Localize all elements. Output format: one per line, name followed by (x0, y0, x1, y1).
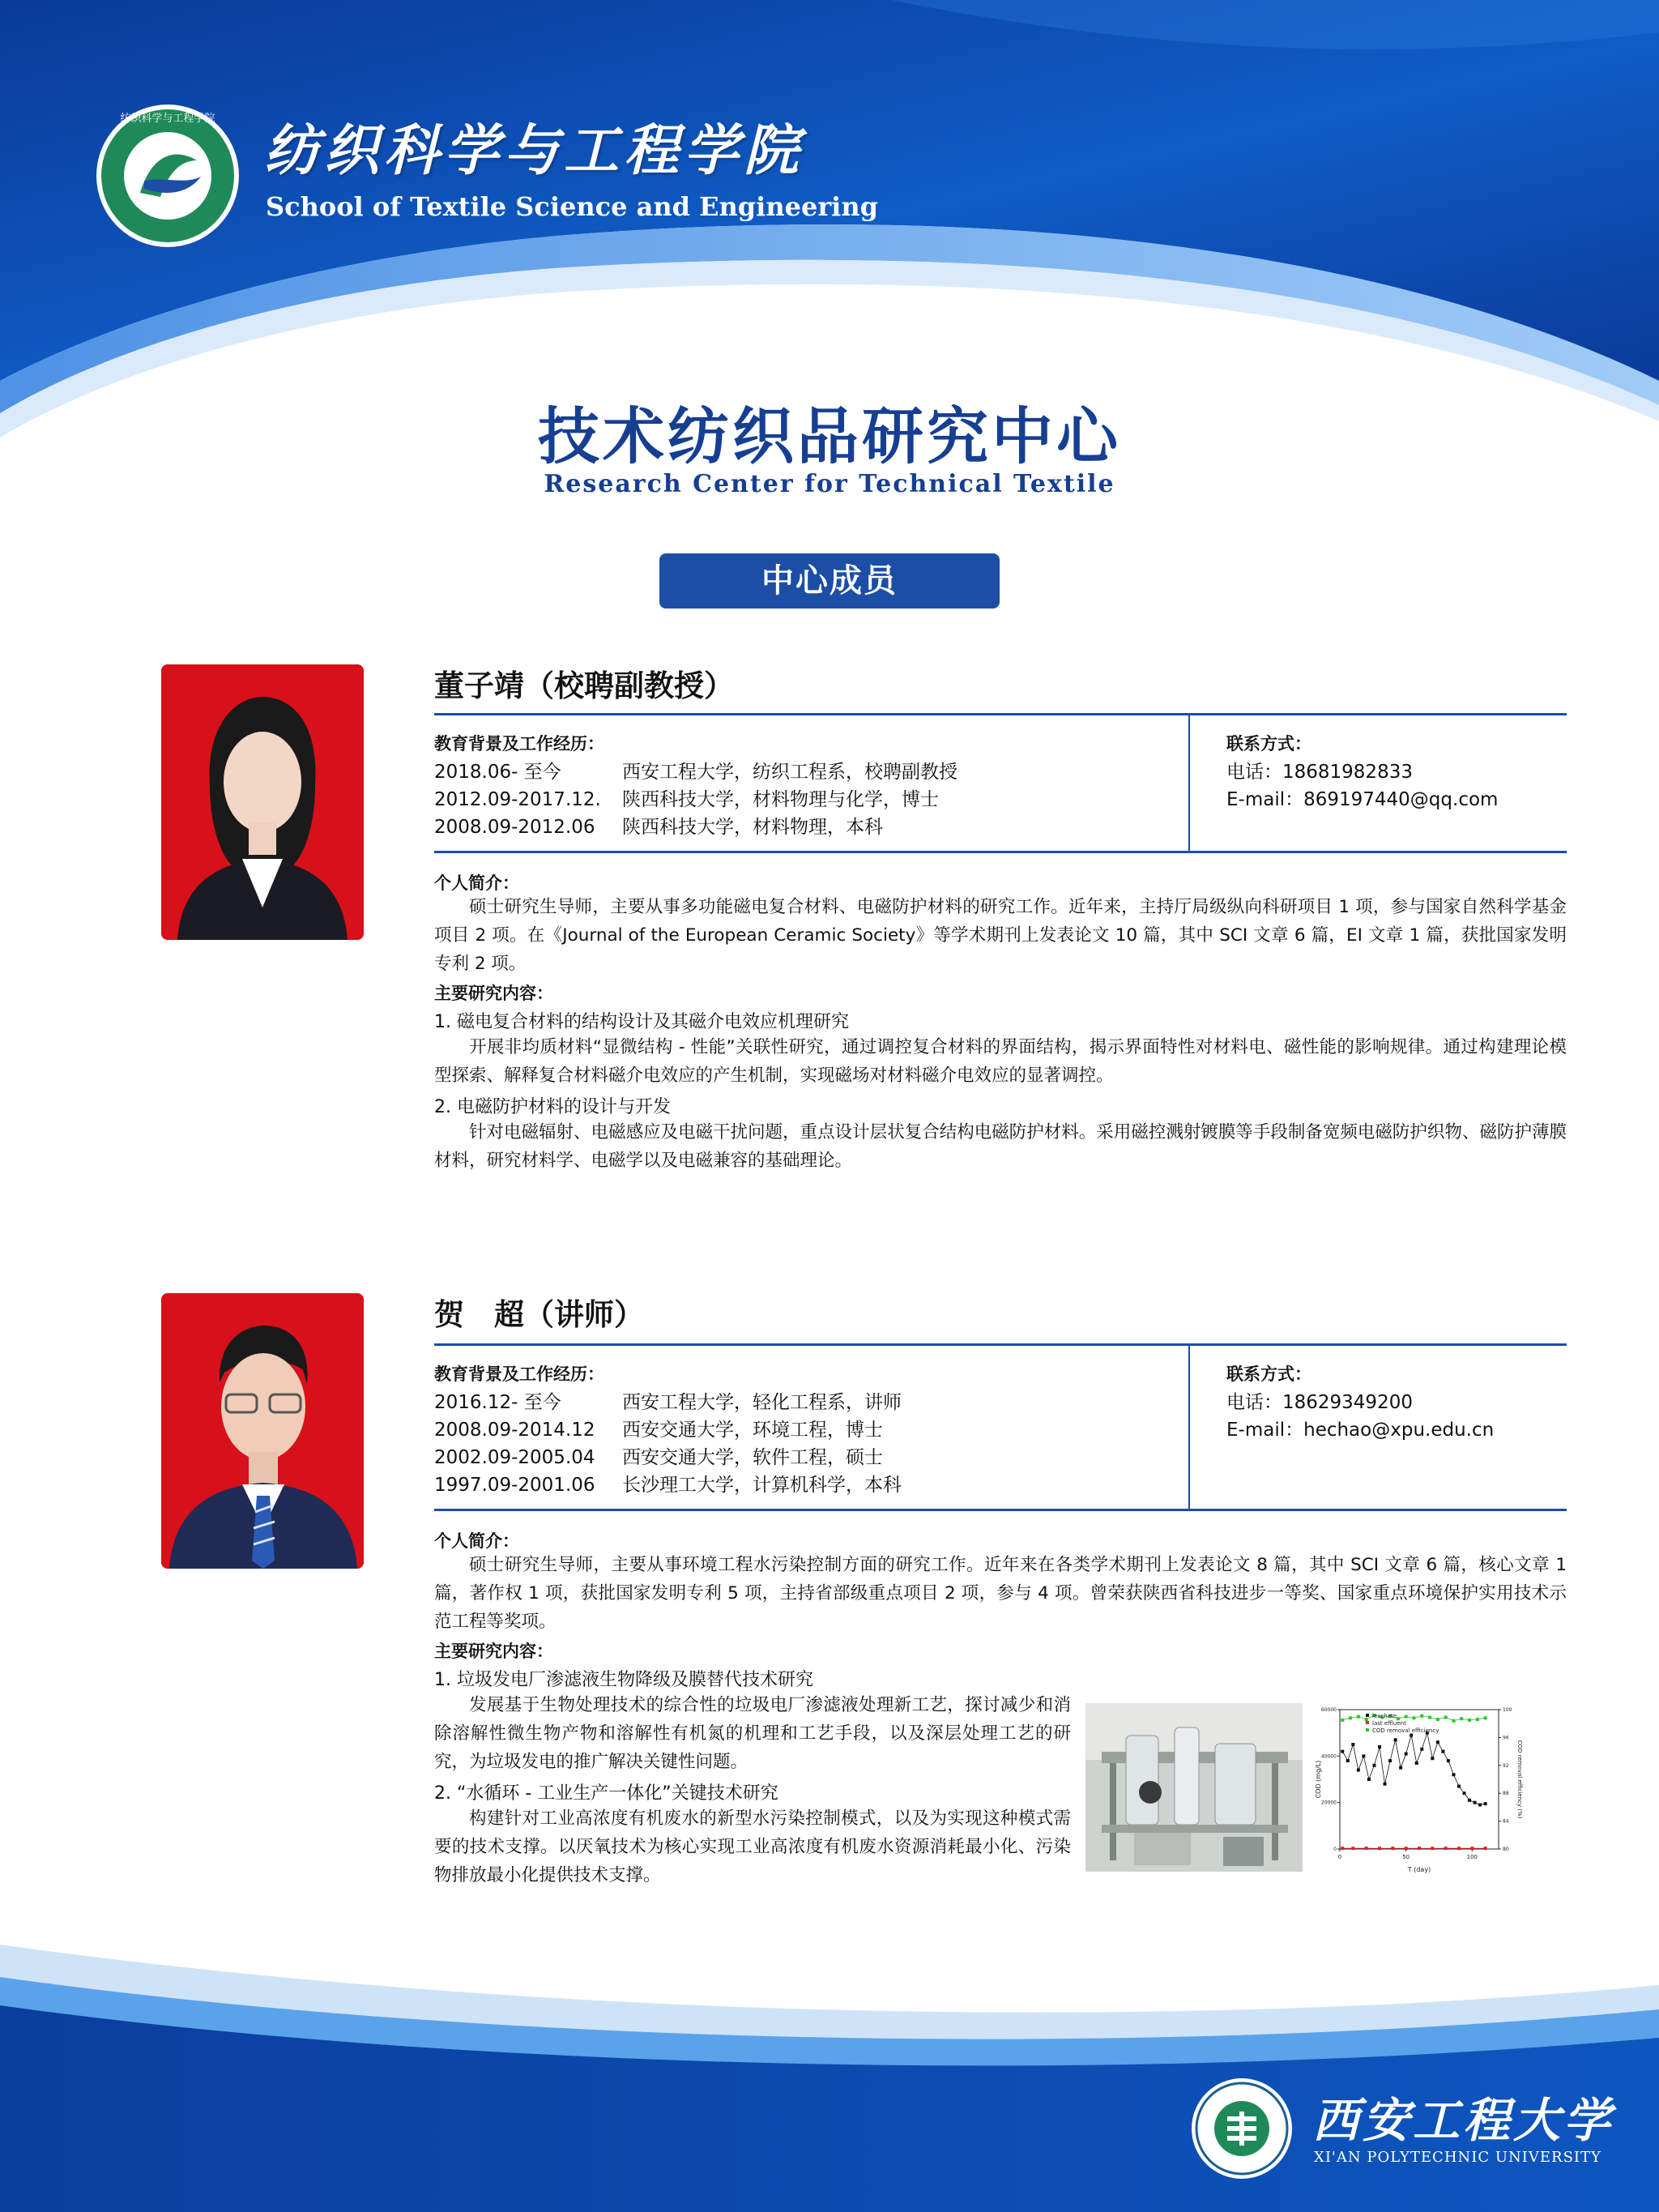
data-point-leachate (1452, 1773, 1455, 1776)
research-label: 主要研究内容： (434, 1642, 553, 1661)
edu-row: 2012.09-2017.12. 陕西科技大学，材料物理与化学，博士 (434, 789, 939, 810)
y-tick-label: 40000 (1320, 1753, 1337, 1760)
data-point-last-effluent (1457, 1847, 1461, 1850)
data-point-leachate (1399, 1766, 1402, 1770)
data-point-cod-removal-efficiency (1484, 1716, 1487, 1719)
member-photo (161, 1293, 364, 1569)
data-point-last-effluent (1378, 1847, 1381, 1850)
data-point-cod-removal-efficiency (1428, 1715, 1431, 1719)
data-point-leachate (1441, 1750, 1444, 1753)
data-point-leachate (1346, 1759, 1350, 1762)
research-text: 针对电磁辐射、电磁感应及电磁干扰问题，重点设计层状复合结构电磁防护材料。采用磁控溅射镀膜等手段制备宽频电磁防护织物、磁防护薄膜材料，研究材料学、电磁学以及电磁兼容的基础理论。 (434, 1122, 1567, 1171)
member-name: 董子靖（校聘副教授） (434, 668, 734, 703)
data-point-leachate (1362, 1754, 1365, 1757)
section-label: 中心成员 (659, 553, 1000, 609)
chart-ylabel: COD (mg/L) (1315, 1760, 1322, 1799)
data-point-cod-removal-efficiency (1444, 1715, 1448, 1719)
data-point-cod-removal-efficiency (1452, 1719, 1455, 1723)
research-text: 开展非均质材料“显微结构 - 性能”关联性研究，通过调控复合材料的界面结构，揭示界面特性对材料电、磁性能的影响规律。通过构建理论模型探索、解释复合材料磁介电效应的产生机制，实现磁场对材料磁介电效应的显著调控。 (434, 1037, 1567, 1086)
x-tick-label: 100 (1466, 1854, 1478, 1860)
y2-tick-label: 88 (1503, 1791, 1509, 1797)
university-name-en: XI'AN POLYTECHNIC UNIVERSITY (1314, 2149, 1601, 2166)
data-point-leachate (1463, 1791, 1466, 1795)
university-name-cn: 西安工程大学 (1312, 2093, 1614, 2148)
data-point-leachate (1415, 1761, 1418, 1765)
edu-row: 2002.09-2005.04 西安交通大学，软件工程，硕士 (434, 1447, 883, 1468)
research-title: 1. 磁电复合材料的结构设计及其磁介电效应机理研究 (434, 1012, 849, 1032)
data-point-last-effluent (1444, 1847, 1448, 1850)
portrait-male-icon (161, 1293, 364, 1569)
member-photo (161, 664, 364, 940)
research-text: 构建针对工业高浓度有机废水的新型水污染控制模式，以及为实现这种模式需要的技术支撑。以厌氧技术为核心实现工业高浓度有机废水资源消耗最小化、污染物排放最小化提供技术支撑。 (434, 1808, 1071, 1885)
x-tick-label: 0 (1337, 1854, 1342, 1860)
divider (434, 851, 1567, 853)
page-subtitle: Research Center for Technical Textile (544, 470, 1115, 498)
data-point-leachate (1351, 1743, 1354, 1746)
school-name-en: School of Textile Science and Engineering (266, 191, 878, 222)
y2-tick-label: 84 (1503, 1818, 1509, 1825)
email-link[interactable]: E-mail：hechao@xpu.edu.cn (1226, 1420, 1495, 1441)
data-point-leachate (1367, 1778, 1371, 1781)
y-tick-label: 0 (1333, 1847, 1337, 1852)
data-point-leachate (1410, 1734, 1413, 1737)
footer-background (0, 1928, 1659, 2212)
member-name: 贺 超（讲师） (434, 1297, 644, 1332)
data-point-last-effluent (1391, 1847, 1394, 1850)
chart-xlabel: T (day) (1407, 1866, 1431, 1873)
data-point-leachate (1388, 1759, 1392, 1762)
divider (1188, 713, 1190, 852)
data-point-cod-removal-efficiency (1460, 1717, 1463, 1720)
edu-row: 2008.09-2014.12 西安交通大学，环境工程，博士 (434, 1420, 883, 1441)
edu-label: 教育背景及工作经历： (434, 1364, 604, 1384)
edu-row: 1997.09-2001.06 长沙理工大学，计算机科学，本科 (434, 1475, 902, 1496)
research-title: 2. 电磁防护材料的设计与开发 (434, 1097, 671, 1117)
divider (434, 1509, 1567, 1511)
data-point-cod-removal-efficiency (1341, 1719, 1344, 1722)
data-point-cod-removal-efficiency (1412, 1716, 1415, 1719)
bio-label: 个人简介： (434, 1531, 519, 1551)
y2-tick-label: 80 (1503, 1847, 1509, 1852)
data-point-cod-removal-efficiency (1405, 1715, 1408, 1719)
data-point-leachate (1431, 1757, 1434, 1760)
data-point-cod-removal-efficiency (1436, 1718, 1439, 1721)
legend-item: leachate (1372, 1713, 1397, 1719)
phone-number: 电话：18681982833 (1226, 762, 1413, 783)
data-point-last-effluent (1470, 1847, 1473, 1850)
data-point-cod-removal-efficiency (1476, 1718, 1479, 1721)
svg-text:纺织科学与工程学院: 纺织科学与工程学院 (120, 113, 215, 125)
data-point-leachate (1478, 1804, 1482, 1807)
contact-label: 联系方式： (1226, 734, 1311, 754)
x-tick-label: 50 (1402, 1854, 1410, 1860)
data-point-leachate (1405, 1752, 1408, 1755)
edu-row: 2018.06- 至今 西安工程大学，纺织工程系，校聘副教授 (434, 762, 957, 783)
data-point-cod-removal-efficiency (1420, 1715, 1423, 1718)
y2-tick-label: 92 (1503, 1762, 1509, 1769)
bio-text: 硕士研究生导师，主要从事多功能磁电复合材料、电磁防护材料的研究工作。近年来，主持厅局级纵向科研项目 1 项，参与国家自然科学基金项目 2 项。在《Journal of the European Ceramic Society》等学术期刊上发表论文 10 篇，其中 SCI 文章 6 篇，EI 文章 1 篇，获批国家发明专利 2 项。 (434, 897, 1567, 974)
data-point-last-effluent (1351, 1847, 1354, 1850)
data-point-last-effluent (1365, 1847, 1368, 1850)
edu-row: 2016.12- 至今 西安工程大学，轻化工程系，讲师 (434, 1392, 902, 1413)
data-point-leachate (1468, 1799, 1471, 1802)
contact-label: 联系方式： (1226, 1364, 1311, 1384)
email-link[interactable]: E-mail：869197440@qq.com (1226, 789, 1499, 810)
data-point-leachate (1378, 1745, 1381, 1749)
page-title: 技术纺织品研究中心 (538, 400, 1121, 472)
y2-tick-label: 100 (1503, 1707, 1512, 1713)
y2-tick-label: 96 (1503, 1735, 1509, 1741)
data-point-leachate (1420, 1748, 1423, 1751)
data-point-leachate (1457, 1785, 1461, 1788)
research-title: 1. 垃圾发电厂渗滤液生物降级及膜替代技术研究 (434, 1670, 813, 1690)
school-logo-icon (96, 104, 240, 248)
data-point-last-effluent (1431, 1847, 1434, 1850)
data-point-leachate (1341, 1750, 1344, 1753)
data-point-cod-removal-efficiency (1357, 1715, 1360, 1719)
lab-equipment-photo (1085, 1703, 1303, 1872)
data-point-cod-removal-efficiency (1349, 1716, 1352, 1719)
bio-text: 硕士研究生导师，主要从事环境工程水污染控制方面的研究工作。近年来在各类学术期刊上发表论文 8 篇，其中 SCI 文章 6 篇，核心文章 1 篇，著作权 1 项，获批国家发明专利 5 项，主持省部级重点项目 2 项，参与 4 项。曾荣获陕西省科技进步一等奖、国家重点环境保护实用技术示范工程等奖项。 (434, 1555, 1567, 1632)
edu-label: 教育背景及工作经历： (434, 734, 604, 754)
data-point-leachate (1447, 1759, 1450, 1762)
data-point-last-effluent (1484, 1847, 1487, 1850)
phone-number: 电话：18629349200 (1226, 1392, 1413, 1413)
data-point-leachate (1484, 1802, 1487, 1805)
divider (434, 1343, 1567, 1346)
bio-label: 个人简介： (434, 873, 519, 893)
portrait-female-icon (161, 664, 364, 940)
data-point-leachate (1384, 1783, 1387, 1786)
university-logo-icon (1191, 2077, 1293, 2180)
data-point-cod-removal-efficiency (1468, 1719, 1471, 1722)
edu-row: 2008.09-2012.06 陕西科技大学，材料物理，本科 (434, 817, 883, 838)
divider (1188, 1343, 1190, 1510)
data-point-leachate (1372, 1764, 1375, 1767)
legend-item: last effluent (1372, 1720, 1406, 1727)
data-point-leachate (1394, 1738, 1397, 1741)
cod-chart (1312, 1698, 1525, 1875)
legend-item: COD removal efficiency (1372, 1727, 1439, 1734)
data-point-leachate (1357, 1769, 1360, 1772)
divider (434, 713, 1567, 715)
research-title: 2. “水循环 - 工业生产一体化”关键技术研究 (434, 1783, 778, 1804)
y-tick-label: 20000 (1320, 1800, 1337, 1806)
data-point-last-effluent (1405, 1847, 1408, 1850)
school-name-cn: 纺织科学与工程学院 (264, 118, 804, 183)
data-point-leachate (1473, 1801, 1477, 1804)
data-point-cod-removal-efficiency (1365, 1718, 1368, 1721)
research-text: 发展基于生物处理技术的综合性的垃圾电厂渗滤液处理新工艺，探讨减少和消除溶解性微生物产物和溶解性有机氮的机理和工艺手段，以及深层处理工艺的研究，为垃圾发电的推广解决关键性问题。 (434, 1695, 1071, 1772)
data-point-leachate (1436, 1740, 1439, 1744)
research-label: 主要研究内容： (434, 984, 553, 1003)
data-point-last-effluent (1341, 1847, 1344, 1850)
chart-y2label: COD removal efficiency (%) (1516, 1740, 1523, 1819)
data-point-last-effluent (1418, 1847, 1421, 1850)
y-tick-label: 60000 (1320, 1707, 1337, 1713)
